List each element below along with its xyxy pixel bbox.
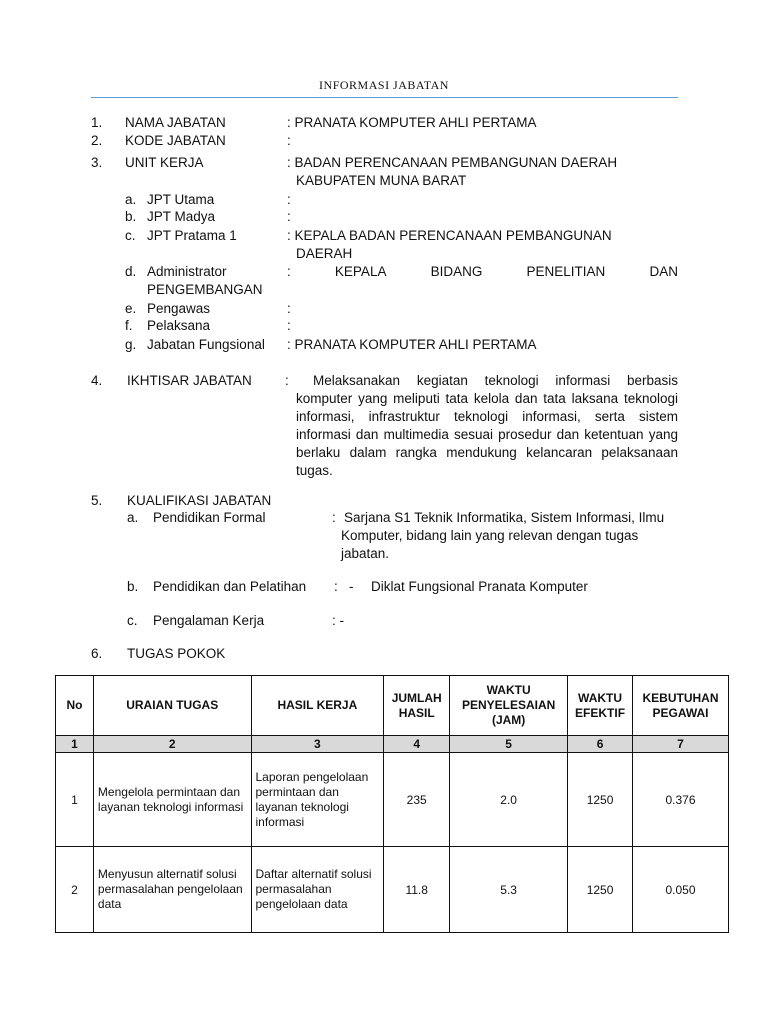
item-number: 1. — [91, 115, 103, 130]
item-number: 3. — [91, 155, 103, 170]
table-cell: 0.050 — [633, 847, 729, 933]
table-header-row — [56, 676, 729, 736]
column-header: KEBUTUHAN PEGAWAI — [633, 676, 729, 736]
jpt-pratama-value-line2: DAERAH — [296, 246, 353, 261]
column-index: 1 — [56, 736, 94, 753]
column-header: JUMLAH HASIL — [384, 676, 450, 736]
table-cell: 5.3 — [450, 847, 568, 933]
document-title: INFORMASI JABATAN — [319, 78, 449, 92]
sub-mark: g. — [125, 337, 137, 352]
diklat-value: Diklat Fungsional Pranata Komputer — [371, 579, 588, 594]
table-cell: Daftar alternatif solusi permasalahan pengelolaan data — [251, 847, 384, 933]
administrator-value-line2: PENGEMBANGAN — [147, 282, 263, 297]
jabatan-fungsional-label: Jabatan Fungsional — [147, 337, 265, 352]
pendidikan-formal-label: Pendidikan Formal — [153, 510, 266, 525]
pengalaman-kerja-label: Pengalaman Kerja — [153, 613, 265, 628]
table-cell: 2 — [56, 847, 94, 933]
column-header: WAKTU PENYELESAIAN (JAM) — [450, 676, 568, 736]
item-number: 6. — [91, 646, 103, 661]
jabatan-fungsional-value: : PRANATA KOMPUTER AHLI PERTAMA — [287, 337, 537, 352]
administrator-value-word: BIDANG — [430, 264, 483, 279]
pengawas-value: : — [287, 301, 291, 316]
nama-jabatan-value: : PRANATA KOMPUTER AHLI PERTAMA — [287, 115, 537, 130]
unit-kerja-value-line2: KABUPATEN MUNA BARAT — [296, 173, 467, 188]
column-index: 2 — [93, 736, 251, 753]
diklat-colon: : — [334, 579, 338, 594]
pelaksana-value: : — [287, 318, 291, 333]
table-row — [56, 847, 729, 933]
jpt-utama-label: JPT Utama — [147, 192, 215, 207]
ikhtisar-jabatan-colon: : — [285, 373, 289, 388]
sub-mark: c. — [125, 228, 136, 243]
column-index: 3 — [251, 736, 384, 753]
kode-jabatan-value: : — [287, 133, 291, 148]
kualifikasi-jabatan-label: KUALIFIKASI JABATAN — [127, 493, 272, 508]
kode-jabatan-label: KODE JABATAN — [125, 133, 226, 148]
column-index: 4 — [384, 736, 450, 753]
title-underline — [91, 97, 678, 98]
jpt-pratama-value: : KEPALA BADAN PERENCANAAN PEMBANGUNAN — [287, 228, 612, 243]
unit-kerja-value: : BADAN PERENCANAAN PEMBANGUNAN DAERAH — [287, 155, 618, 170]
pengalaman-kerja-value: : - — [332, 613, 344, 628]
jpt-pratama-label: JPT Pratama 1 — [147, 228, 237, 243]
sub-mark: e. — [125, 301, 137, 316]
item-number: 2. — [91, 133, 103, 148]
column-header: No — [56, 676, 94, 736]
sub-mark: b. — [127, 579, 139, 594]
table-cell: 2.0 — [450, 753, 568, 847]
jpt-madya-value: : — [287, 209, 291, 224]
administrator-value — [287, 263, 678, 281]
column-index: 6 — [568, 736, 633, 753]
diklat-dash: - — [349, 579, 354, 594]
column-index: 5 — [450, 736, 568, 753]
administrator-value-word: PENELITIAN — [526, 264, 606, 279]
tugas-pokok-table — [55, 675, 729, 933]
nama-jabatan-label: NAMA JABATAN — [125, 115, 226, 130]
sub-mark: c. — [127, 613, 138, 628]
sub-mark: f. — [125, 318, 133, 333]
ikhtisar-jabatan-label: IKHTISAR JABATAN — [127, 373, 252, 388]
table-cell: 11.8 — [384, 847, 450, 933]
administrator-label: Administrator — [147, 264, 227, 279]
administrator-value-word: KEPALA — [334, 264, 387, 279]
diklat-label: Pendidikan dan Pelatihan — [153, 579, 307, 594]
table-cell: Menyusun alternatif solusi permasalahan pengelolaan data — [93, 847, 251, 933]
sub-mark: a. — [125, 192, 137, 207]
unit-kerja-label: UNIT KERJA — [125, 155, 204, 170]
table-cell: Laporan pengelolaan permintaan dan layanan teknologi informasi — [251, 753, 384, 847]
jpt-madya-label: JPT Madya — [147, 209, 216, 224]
sub-mark: b. — [125, 209, 137, 224]
table-cell: Mengelola permintaan dan layanan teknologi informasi — [93, 753, 251, 847]
column-index-row — [56, 736, 729, 753]
sub-mark: a. — [127, 510, 139, 525]
pendidikan-formal-colon: : — [332, 510, 336, 525]
item-number: 4. — [91, 373, 103, 388]
tugas-pokok-label: TUGAS POKOK — [127, 646, 226, 661]
column-header: URAIAN TUGAS — [93, 676, 251, 736]
column-index: 7 — [633, 736, 729, 753]
table-cell: 1250 — [568, 847, 633, 933]
column-header: HASIL KERJA — [251, 676, 384, 736]
pengawas-label: Pengawas — [147, 301, 211, 316]
item-number: 5. — [91, 493, 103, 508]
administrator-value-word: : — [287, 264, 291, 279]
table-row — [56, 753, 729, 847]
table-cell: 0.376 — [633, 753, 729, 847]
table-cell: 1 — [56, 753, 94, 847]
pelaksana-label: Pelaksana — [147, 318, 211, 333]
ikhtisar-jabatan-text: Melaksanakan kegiatan teknologi informasi berbasis komputer yang meliputi tata kelola dan tata laksana teknologi informasi, infrastruktur teknologi informasi, serta sistem informasi dan multimedia sesuai prosedur dan ketentuan yang berlaku dalam rangka mendukung kelancaran pelaksanaan tugas. — [296, 373, 678, 478]
sub-mark: d. — [125, 264, 137, 279]
administrator-value-word: DAN — [649, 264, 678, 279]
column-header: WAKTU EFEKTIF — [568, 676, 633, 736]
table-cell: 1250 — [568, 753, 633, 847]
table-cell: 235 — [384, 753, 450, 847]
jpt-utama-value: : — [287, 192, 291, 207]
pendidikan-formal-value: Sarjana S1 Teknik Informatika, Sistem Informasi, Ilmu Komputer, bidang lain yang relevan dengan tugas jabatan. — [341, 510, 665, 561]
